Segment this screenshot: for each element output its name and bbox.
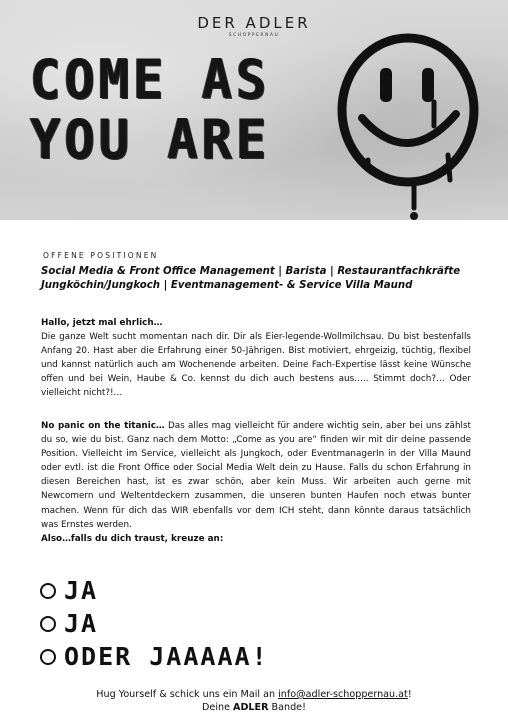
footer (0, 688, 508, 714)
intro-text: Die ganze Welt sucht momentan nach dir. Dir als Eier-legende-Wollmilchsau. Du bist bestenfalls Anfang 20. Hast aber die Erfahrung einer 50-Jährigen. Bist motiviert, ehrgeizig, tüchtig, flexibel und kannst natürlich auch am Wochenende arbeiten. Deine Fach-Expertise lässt keine Wünsche offen und bei Wein, Haube & Co. kennst du dich auch bestens aus….. Stimmt doch?… Oder vielleicht nicht?!… (41, 332, 471, 399)
intro-lead: Hallo, jetzt mal ehrlich… (41, 318, 163, 328)
body-text: Das alles mag vielleicht für andere wichtig sein, aber bei uns zählst du so, wie du bist. Ganz nach dem Motto: „Come as you are“ finden wir mit dir deine passende Position. Vielleicht im Service, vielleicht als Jungkoch, oder EventmanagerIn in der Villa Maund oder evtl. ist die Front Office oder Social Media Welt dein zu Hause. Falls du schon Erfahrung in diesen Bereichen hast, ist es zwar schön, aber kein Muss. Wir arbeiten auch gerne mit Newcomern und Weltentdeckern zusammen, die unseren bunten Haufen noch etwas bunter machen. Wenn für dich das WIR ebenfalls vor dem ICH steht, dann könnte daraus tatsächlich was Ernstes werden. (41, 421, 471, 530)
section-label: OFFENE POSITIONEN (43, 251, 159, 260)
checkbox-circle-icon[interactable] (40, 649, 56, 665)
footer-text: Hug Yourself & schick uns ein Mail an (96, 689, 279, 700)
signature-pre: Deine (202, 702, 234, 713)
headline-line-1: COME AS (30, 48, 271, 111)
logo-subtitle: SCHOPPERNAU (228, 33, 280, 38)
body-closing: Also…falls du dich traust, kreuze an: (41, 533, 224, 544)
logo: DER ADLER (197, 14, 311, 32)
checkbox-circle-icon[interactable] (40, 583, 56, 599)
checkbox-circle-icon[interactable] (40, 616, 56, 632)
headline (30, 50, 312, 170)
footer-line-1 (0, 688, 508, 701)
positions-line-1: Social Media & Front Office Management | Barista | Restaurantfachkräfte (41, 266, 461, 277)
signature-post: Bande! (268, 702, 306, 713)
choice-label: JA (64, 576, 99, 605)
positions-list (41, 265, 481, 293)
body-paragraph (41, 419, 471, 546)
choice-item[interactable] (40, 640, 269, 673)
choice-list (40, 574, 269, 673)
body-lead: No panic on the titanic… (41, 421, 165, 431)
signature-brand: ADLER (233, 702, 269, 713)
positions-line-2: Jungköchin/Jungkoch | Eventmanagement- & Service Villa Maund (41, 280, 413, 291)
choice-label: ODER JAAAAA! (64, 642, 269, 671)
email-link[interactable]: info@adler-schoppernau.at (278, 689, 408, 700)
intro-paragraph (41, 316, 471, 401)
headline-line-2: YOU ARE (30, 108, 271, 171)
hero-banner (0, 0, 508, 220)
choice-label: JA (64, 609, 99, 638)
smiley-icon (328, 30, 488, 220)
footer-text-end: ! (407, 689, 412, 700)
footer-line-2 (0, 701, 508, 714)
choice-item[interactable] (40, 607, 269, 640)
choice-item[interactable] (40, 574, 269, 607)
